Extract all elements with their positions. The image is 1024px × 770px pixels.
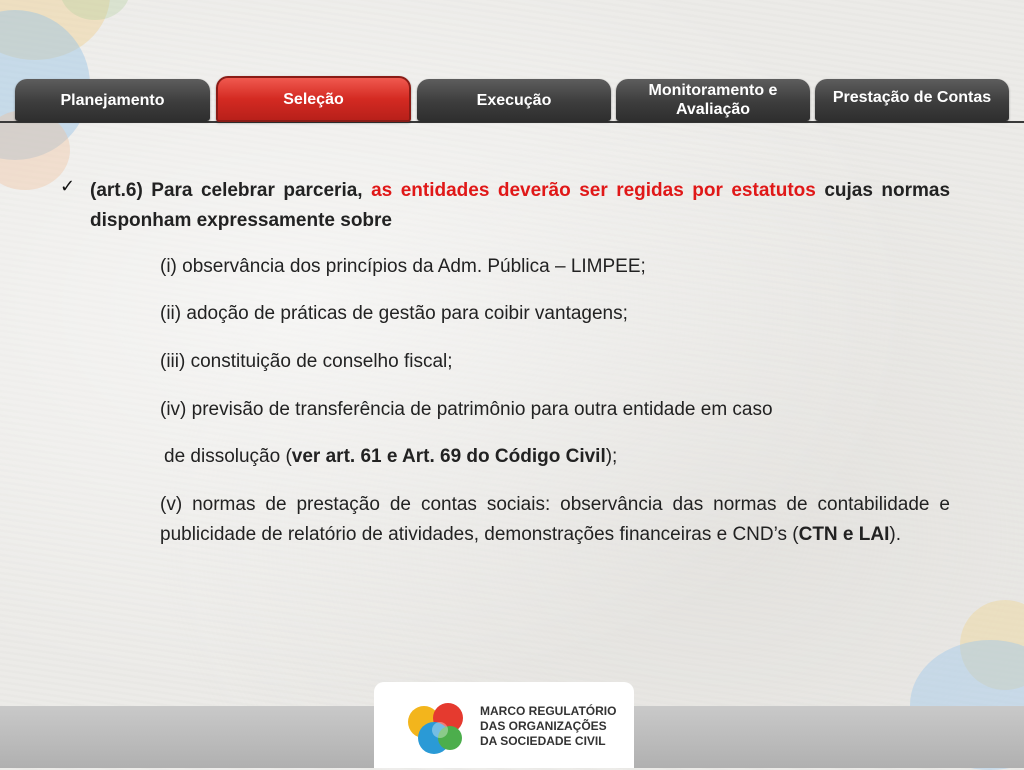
tab-label: Prestação de Contas bbox=[832, 89, 992, 106]
bullet-highlight: as entidades deverão ser regidas por estatutos bbox=[371, 180, 816, 201]
list-item-v bbox=[160, 490, 950, 550]
bullet-lead: (art.6) Para celebrar parceria, bbox=[90, 180, 363, 201]
logo-line: DA SOCIEDADE CIVIL bbox=[480, 734, 606, 748]
tab-label: Monitoramento e Avaliação bbox=[648, 82, 778, 118]
list-item-iv: (iv) previsão de transferência de patrimônio para outra entidade em caso bbox=[160, 399, 773, 420]
v-post: ). bbox=[889, 524, 901, 545]
tab-label: Seleção bbox=[283, 90, 344, 108]
decorative-bubble bbox=[0, 0, 110, 60]
list-item-iv-continuation bbox=[164, 442, 954, 472]
logo-line: DAS ORGANIZAÇÕES bbox=[480, 719, 607, 733]
checkmark-icon: ✓ bbox=[60, 176, 76, 196]
mrosc-logo-icon bbox=[404, 700, 470, 758]
bullet-rest: cujas normas disponham expressamente sobre bbox=[90, 180, 951, 231]
decorative-bubble bbox=[60, 0, 130, 20]
list-item-iii: (iii) constituição de conselho fiscal; bbox=[160, 351, 453, 372]
decorative-bubble bbox=[960, 600, 1024, 690]
logo-text bbox=[480, 704, 630, 749]
tab-prestacao-contas[interactable] bbox=[815, 79, 1009, 121]
iv-cont-post: ); bbox=[605, 446, 618, 467]
v-bold: CTN e LAI bbox=[798, 524, 890, 545]
tabs-divider bbox=[0, 121, 1024, 123]
v-pre: (v) normas de prestação de contas sociais: observância das normas de contabilidade e publicidade de relatório de atividades, demonstrações financeiras e CND’s ( bbox=[160, 494, 950, 545]
list-item-i: (i) observância dos princípios da Adm. Pública – LIMPEE; bbox=[160, 256, 646, 277]
logo-card bbox=[374, 682, 634, 768]
tab-label: Planejamento bbox=[60, 91, 165, 109]
iv-cont-bold: ver art. 61 e Art. 69 do Código Civil bbox=[291, 446, 606, 467]
tab-label: Execução bbox=[476, 91, 552, 109]
bullet-text bbox=[90, 176, 950, 236]
tab-execucao[interactable] bbox=[417, 79, 611, 121]
tab-selecao[interactable] bbox=[216, 76, 411, 122]
tab-planejamento[interactable] bbox=[15, 79, 210, 121]
iv-cont-pre: de dissolução ( bbox=[164, 446, 292, 467]
list-item-ii: (ii) adoção de práticas de gestão para coibir vantagens; bbox=[160, 303, 628, 324]
logo-line: MARCO REGULATÓRIO bbox=[480, 704, 617, 718]
tab-monitoramento-avaliacao[interactable] bbox=[616, 79, 810, 121]
